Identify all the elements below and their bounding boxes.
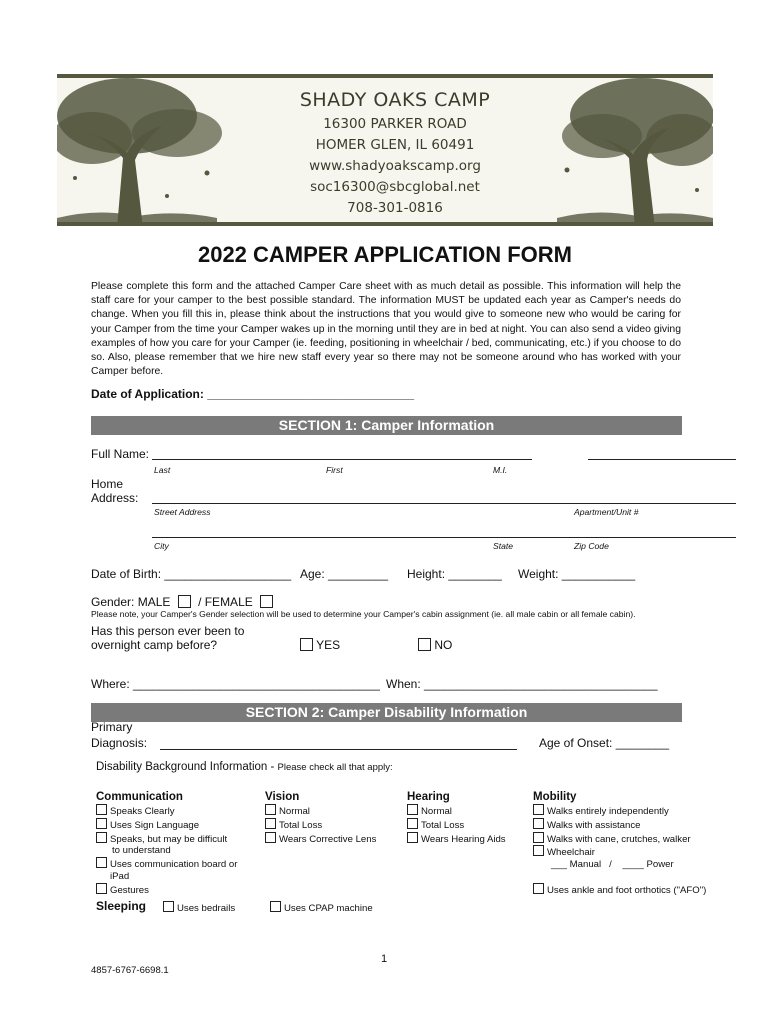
- mobility-heading: Mobility: [533, 791, 577, 803]
- city-caption: City: [154, 541, 169, 551]
- home-label: Home: [91, 477, 124, 491]
- list-item[interactable]: [163, 901, 235, 915]
- option-continuation: iPad: [110, 870, 130, 882]
- list-item[interactable]: [270, 901, 373, 915]
- checkbox[interactable]: [533, 832, 544, 843]
- vision-heading: Vision: [265, 791, 300, 803]
- diagnosis-label: Diagnosis:: [91, 736, 148, 750]
- intro-paragraph: Please complete this form and the attached Camper Care sheet with as much detail as possible. This information will help the staff care for your camper to the best possible standard. The information MUST be updated each year as Camper's needs do change. When you fill this in, please think about the instructions that you would give to someone new who would be caring for your Camper from the time your Camper wakes up in the morning until they are in bed at night. You can also send a video giving examples of how you care for your Camper (ie. feeding, positioning in wheelchair / bed, communicating, etc.) if you choose to do so. Also, please remember that we hire new staff every year so there may not be someone around who has worked with your Camper before.: [91, 281, 681, 378]
- option-label: Total Loss: [279, 819, 323, 831]
- primary-label: Primary: [91, 720, 133, 734]
- no-checkbox[interactable]: [418, 638, 431, 651]
- list-item[interactable]: [533, 832, 733, 846]
- zip-caption: Zip Code: [574, 541, 609, 551]
- option-label: Uses bedrails: [177, 903, 236, 914]
- checkbox[interactable]: [96, 818, 107, 829]
- checkbox[interactable]: [96, 857, 107, 868]
- height-field[interactable]: Height: ________: [407, 567, 502, 581]
- gender-female-label: / FEMALE: [198, 595, 253, 609]
- checkbox[interactable]: [533, 818, 544, 829]
- city-state-zip-line[interactable]: [152, 536, 736, 538]
- option-label: Wears Hearing Aids: [421, 833, 506, 845]
- full-name-extra-line[interactable]: [588, 458, 736, 460]
- camp-email: soc16300@sbcglobal.net: [310, 179, 480, 195]
- option-label: Uses communication board or: [110, 859, 238, 871]
- wheelchair-type-field[interactable]: ___ Manual / ____ Power: [551, 859, 674, 871]
- option-label: Walks with cane, crutches, walker: [547, 833, 691, 845]
- checkbox[interactable]: [533, 845, 544, 856]
- list-item[interactable]: [96, 832, 256, 846]
- middle-initial-caption: M.I.: [493, 465, 508, 475]
- list-item[interactable]: [407, 832, 532, 846]
- checkbox[interactable]: [533, 804, 544, 815]
- option-label: Uses CPAP machine: [284, 903, 373, 914]
- gender-male-label: Gender: MALE: [91, 595, 171, 609]
- list-item[interactable]: [407, 804, 532, 818]
- option-label: Total Loss: [421, 819, 465, 831]
- hearing-heading: Hearing: [407, 791, 450, 803]
- list-item[interactable]: [265, 818, 405, 832]
- option-label: Uses Sign Language: [110, 819, 200, 831]
- disability-background-note: Please check all that apply:: [277, 762, 393, 773]
- option-label: Normal: [421, 806, 452, 817]
- female-checkbox[interactable]: [260, 595, 273, 608]
- gender-note: Please note, your Camper's Gender selection will be used to determine your Camper's cabin assignment (ie. all male cabin or all female cabin).: [91, 609, 636, 619]
- option-label: Normal: [279, 806, 310, 817]
- camp-website: www.shadyoakscamp.org: [309, 158, 481, 174]
- option-continuation: to understand: [112, 845, 171, 857]
- full-name-line[interactable]: [152, 458, 532, 460]
- mobility-column: [533, 790, 733, 897]
- age-field[interactable]: Age: _________: [300, 567, 389, 581]
- street-address-line[interactable]: [152, 502, 736, 504]
- option-label: Wears Corrective Lens: [279, 833, 377, 845]
- list-item[interactable]: [407, 818, 532, 832]
- checkbox[interactable]: [407, 832, 418, 843]
- checkbox[interactable]: [407, 804, 418, 815]
- last-name-caption: Last: [154, 465, 171, 475]
- male-checkbox[interactable]: [178, 595, 191, 608]
- header-banner: [57, 74, 713, 226]
- hearing-column: [407, 790, 532, 845]
- list-item[interactable]: [533, 804, 733, 818]
- option-label: Uses ankle and foot orthotics ("AFO"): [547, 884, 707, 896]
- overnight-question-line1: Has this person ever been to: [91, 624, 245, 638]
- date-of-application-field[interactable]: Date of Application: _______________________________: [91, 387, 415, 401]
- diagnosis-line[interactable]: [160, 748, 517, 750]
- checkbox[interactable]: [533, 883, 544, 894]
- address-label: Address:: [91, 491, 139, 505]
- list-item[interactable]: [533, 818, 733, 832]
- checkbox[interactable]: [407, 818, 418, 829]
- communication-heading: Communication: [96, 791, 183, 803]
- weight-field[interactable]: Weight: ___________: [518, 567, 636, 581]
- option-label: Walks entirely independently: [547, 806, 669, 817]
- disability-background-heading: [96, 761, 393, 773]
- page-number: 1: [381, 953, 388, 965]
- checkbox[interactable]: [265, 804, 276, 815]
- gender-row: [91, 595, 273, 609]
- list-item[interactable]: [96, 804, 256, 818]
- camp-name: SHADY OAKS CAMP: [299, 89, 491, 111]
- option-label: Gestures: [110, 884, 149, 896]
- no-label: NO: [434, 638, 453, 652]
- sleeping-heading: Sleeping: [96, 899, 147, 913]
- vision-column: [265, 790, 405, 845]
- apartment-caption: Apartment/Unit #: [574, 507, 639, 517]
- disability-background-label: Disability Background Information -: [96, 761, 278, 773]
- yes-checkbox[interactable]: [300, 638, 313, 651]
- overnight-yes-option[interactable]: [300, 638, 340, 652]
- list-item[interactable]: [265, 804, 405, 818]
- list-item[interactable]: [533, 883, 733, 897]
- list-item[interactable]: [265, 832, 405, 846]
- overnight-question-line2: overnight camp before?: [91, 638, 218, 652]
- option-label: Wheelchair: [547, 847, 595, 859]
- full-name-label: Full Name:: [91, 447, 150, 461]
- camp-address-street: 16300 PARKER ROAD: [323, 116, 467, 132]
- overnight-no-option[interactable]: [418, 638, 452, 652]
- state-caption: State: [493, 541, 514, 551]
- checkbox[interactable]: [96, 832, 107, 843]
- form-title: 2022 CAMPER APPLICATION FORM: [197, 242, 573, 267]
- section-1-header: SECTION 1: Camper Information: [91, 416, 682, 435]
- age-of-onset-field[interactable]: Age of Onset: ________: [539, 736, 670, 750]
- street-address-caption: Street Address: [154, 507, 211, 517]
- checkbox[interactable]: [265, 818, 276, 829]
- date-of-birth-field[interactable]: Date of Birth: ___________________: [91, 567, 292, 581]
- communication-column: [96, 790, 256, 897]
- list-item[interactable]: [533, 845, 733, 859]
- option-label: Speaks, but may be difficult: [110, 833, 228, 845]
- option-label: Walks with assistance: [547, 819, 641, 831]
- checkbox[interactable]: [270, 901, 281, 912]
- camp-contact-block: [277, 86, 513, 219]
- first-name-caption: First: [326, 465, 343, 475]
- section-2-header: SECTION 2: Camper Disability Information: [91, 703, 682, 722]
- checkbox[interactable]: [265, 832, 276, 843]
- checkbox[interactable]: [163, 901, 174, 912]
- list-item[interactable]: [96, 818, 256, 832]
- checkbox[interactable]: [96, 883, 107, 894]
- where-field[interactable]: Where: _____________________________________: [91, 677, 380, 691]
- camp-phone: 708-301-0816: [347, 200, 443, 216]
- camp-address-city: HOMER GLEN, IL 60491: [315, 137, 475, 153]
- checkbox[interactable]: [96, 804, 107, 815]
- yes-label: YES: [316, 638, 341, 652]
- when-field[interactable]: When: ___________________________________: [386, 677, 658, 691]
- document-id: 4857-6767-6698.1: [91, 965, 169, 976]
- option-label: Speaks Clearly: [110, 806, 175, 817]
- list-item[interactable]: [96, 883, 256, 897]
- list-item[interactable]: [96, 857, 256, 871]
